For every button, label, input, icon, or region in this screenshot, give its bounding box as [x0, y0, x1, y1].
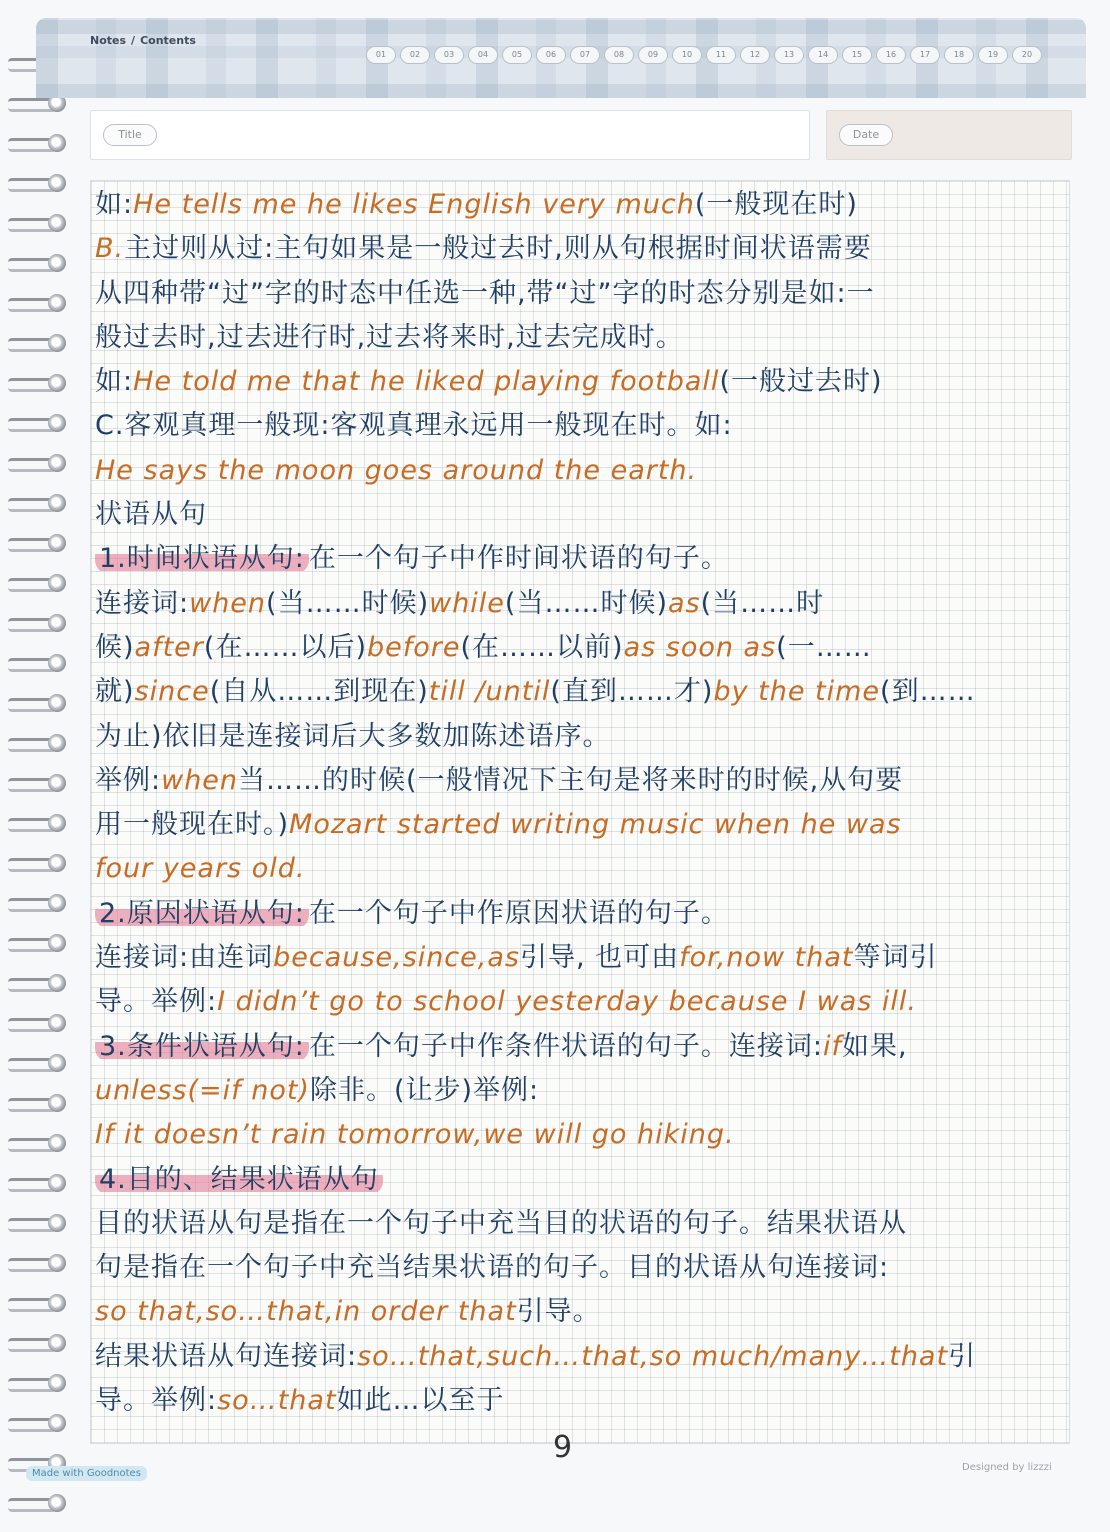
chinese-text: 连接词:由连词	[95, 942, 274, 974]
highlighted-heading: 2.原因状语从句:	[95, 898, 309, 929]
page-tab[interactable]: 04	[468, 46, 498, 64]
english-text: when	[161, 764, 239, 796]
binder-rings	[8, 52, 70, 1532]
binder-ring-icon	[8, 412, 70, 452]
title-field[interactable]	[90, 110, 810, 160]
chinese-text: 句是指在一个句子中充当结果状语的句子。目的状语从句连接词:	[95, 1252, 890, 1284]
binder-ring-icon	[8, 1052, 70, 1092]
page-tab[interactable]: 02	[400, 46, 430, 64]
page-tab[interactable]: 11	[706, 46, 736, 64]
binder-ring-icon	[8, 1372, 70, 1412]
note-line	[95, 670, 1065, 714]
chinese-text: (一般现在时)	[694, 189, 858, 220]
english-text: He says the moon goes around the earth.	[95, 454, 698, 486]
binder-ring-icon	[8, 212, 70, 252]
note-line	[95, 626, 1065, 670]
english-text: so…that	[217, 1385, 337, 1417]
page-tab[interactable]: 05	[502, 46, 532, 64]
chinese-text: 目的状语从句是指在一个句子中充当目的状语的句子。结果状语从	[95, 1207, 907, 1239]
english-text: as soon as	[623, 631, 777, 663]
english-text: He told me that he liked playing football	[133, 366, 720, 398]
note-line	[95, 847, 1065, 891]
binder-ring-icon	[8, 612, 70, 652]
chinese-text: (在……以后)	[203, 631, 367, 663]
binder-ring-icon	[8, 292, 70, 332]
page-tab[interactable]: 17	[910, 46, 940, 64]
chinese-text: 如:	[95, 189, 134, 220]
chinese-text: 为止)依旧是连接词后大多数加陈述语序。	[95, 720, 611, 752]
breadcrumb-contents-link[interactable]: Contents	[140, 34, 196, 47]
chinese-text: 结果状语从句连接词:	[95, 1340, 358, 1372]
chinese-text: 般过去时,过去进行时,过去将来时,过去完成时。	[95, 321, 684, 353]
highlighted-heading: 4.目的、结果状语从句	[95, 1164, 383, 1195]
english-text: because,since,as	[273, 942, 520, 974]
chinese-text: (当……时	[700, 587, 825, 619]
binder-ring-icon	[8, 532, 70, 572]
binder-ring-icon	[8, 252, 70, 292]
english-text: while	[429, 587, 505, 619]
note-line	[95, 892, 1065, 936]
chinese-text: 除非。(让步)举例:	[309, 1074, 540, 1106]
page-tab[interactable]: 12	[740, 46, 770, 64]
chinese-text: 在一个句子中作时间状语的句子。	[308, 543, 729, 575]
date-label: Date	[839, 124, 893, 146]
note-line	[95, 980, 1065, 1024]
breadcrumb	[90, 34, 196, 47]
note-line	[95, 936, 1065, 980]
chinese-text: 候)	[95, 631, 135, 663]
note-line	[95, 272, 1065, 316]
page-tab[interactable]: 18	[944, 46, 974, 64]
note-line	[95, 715, 1065, 759]
note-line	[95, 1290, 1065, 1334]
english-text: before	[366, 631, 461, 663]
chinese-text: C.客观真理一般现:客观真理永远用一般现在时。如:	[95, 410, 733, 442]
english-text: so…that,such…that,so much/many…that	[357, 1340, 949, 1372]
binder-ring-icon	[8, 452, 70, 492]
note-line	[95, 803, 1065, 847]
binder-ring-icon	[8, 1252, 70, 1292]
english-text: till /until	[428, 676, 551, 708]
chinese-text: (当……时候)	[266, 587, 430, 619]
page-tab[interactable]: 20	[1012, 46, 1042, 64]
note-line	[95, 183, 1065, 227]
binder-ring-icon	[8, 92, 70, 132]
binder-ring-icon	[8, 1332, 70, 1372]
chinese-text: 引	[948, 1340, 977, 1372]
chinese-text: 引导。	[516, 1296, 601, 1328]
note-line	[95, 404, 1065, 448]
page-tab[interactable]: 08	[604, 46, 634, 64]
chinese-text: 从四种带“过”字的时态中任选一种,带“过”字的时态分别是如:一	[95, 277, 875, 309]
note-line	[95, 360, 1065, 404]
chinese-text: 导。举例:	[95, 986, 218, 1018]
chinese-text: 状语从句	[95, 499, 207, 531]
note-line	[95, 1379, 1065, 1423]
binder-ring-icon	[8, 132, 70, 172]
chinese-text: 举例:	[95, 764, 162, 796]
binder-ring-icon	[8, 732, 70, 772]
binder-ring-icon	[8, 1492, 70, 1532]
binder-ring-icon	[8, 1092, 70, 1132]
page-tab[interactable]: 03	[434, 46, 464, 64]
binder-ring-icon	[8, 692, 70, 732]
english-text: I didn’t go to school yesterday because I was ill.	[217, 986, 917, 1018]
designer-credit: Designed by lizzzi	[962, 1462, 1052, 1473]
note-line	[95, 449, 1065, 493]
binder-ring-icon	[8, 772, 70, 812]
chinese-text: (在……以前)	[460, 631, 624, 663]
chinese-text: 在一个句子中作条件状语的句子。连接词:	[308, 1030, 823, 1062]
english-text: If it doesn’t rain tomorrow,we will go hiking.	[95, 1119, 735, 1151]
chinese-text: 如此…以至于	[336, 1385, 505, 1417]
binder-ring-icon	[8, 492, 70, 532]
note-line	[95, 1246, 1065, 1290]
note-line	[95, 316, 1065, 360]
page-tab[interactable]: 14	[808, 46, 838, 64]
note-line	[95, 1069, 1065, 1113]
chinese-text: (直到……才)	[550, 676, 714, 708]
binder-ring-icon	[8, 172, 70, 212]
english-text: since	[134, 676, 210, 708]
chinese-text: 导。举例:	[95, 1385, 218, 1417]
binder-ring-icon	[8, 1412, 70, 1452]
note-line	[95, 1113, 1065, 1157]
english-text: for,now that	[679, 942, 854, 974]
english-text: Mozart started writing music when he was	[289, 809, 902, 841]
note-line	[95, 537, 1065, 581]
binder-ring-icon	[8, 1212, 70, 1252]
binder-ring-icon	[8, 1012, 70, 1052]
handwritten-notes	[95, 183, 1065, 1423]
page-tab[interactable]: 10	[672, 46, 702, 64]
note-line	[95, 1335, 1065, 1379]
chinese-text: (自从……到现在)	[209, 676, 429, 708]
page-tab[interactable]: 19	[978, 46, 1008, 64]
highlighted-heading: 3.条件状语从句:	[95, 1031, 309, 1062]
english-text: by the time	[713, 676, 881, 708]
note-line	[95, 1025, 1065, 1069]
chinese-text: 连接词:	[95, 587, 190, 619]
binder-ring-icon	[8, 1172, 70, 1212]
highlighted-heading: 1.时间状语从句:	[95, 543, 309, 574]
date-field[interactable]	[826, 110, 1072, 160]
binder-ring-icon	[8, 852, 70, 892]
english-text: so that,so…that,in order that	[95, 1296, 517, 1328]
note-line	[95, 1158, 1065, 1202]
page-tab[interactable]: 09	[638, 46, 668, 64]
page-tab[interactable]: 07	[570, 46, 600, 64]
chinese-text: 等词引	[853, 942, 938, 974]
page-tab[interactable]: 16	[876, 46, 906, 64]
page-tab[interactable]: 01	[366, 46, 396, 64]
title-label: Title	[103, 124, 157, 146]
note-line	[95, 582, 1065, 626]
page-tab[interactable]: 15	[842, 46, 872, 64]
binder-ring-icon	[8, 932, 70, 972]
binder-ring-icon	[8, 1132, 70, 1172]
binder-ring-icon	[8, 372, 70, 412]
chinese-text: 如果,	[841, 1030, 908, 1062]
section-tabs	[366, 46, 1042, 64]
english-text: B.	[95, 233, 125, 265]
chinese-text: 主过则从过:主句如果是一般过去时,则从句根据时间状语需要	[124, 233, 872, 265]
binder-ring-icon	[8, 972, 70, 1012]
chinese-text: 在一个句子中作原因状语的句子。	[308, 897, 729, 929]
english-text: unless(=if not)	[95, 1074, 310, 1106]
notes-page[interactable]	[90, 180, 1070, 1444]
chinese-text: 当……的时候(一般情况下主句是将来时的时候,从句要	[238, 764, 904, 796]
made-with-goodnotes-badge: Made with Goodnotes	[26, 1466, 147, 1481]
binder-ring-icon	[8, 572, 70, 612]
chinese-text: 就)	[95, 676, 135, 708]
english-text: He tells me he likes English very much	[133, 189, 695, 220]
breadcrumb-separator: /	[131, 34, 136, 47]
note-line	[95, 493, 1065, 537]
binder-ring-icon	[8, 1292, 70, 1332]
chinese-text: 用一般现在时。)	[95, 809, 290, 841]
chinese-text: 引导, 也可由	[519, 942, 680, 974]
binder-ring-icon	[8, 652, 70, 692]
english-text: after	[134, 631, 204, 663]
breadcrumb-notes-link[interactable]: Notes	[90, 34, 127, 47]
english-text: when	[189, 587, 267, 619]
chinese-text: (当……时候)	[504, 587, 668, 619]
chinese-text: 如:	[95, 366, 134, 398]
page-tab[interactable]: 06	[536, 46, 566, 64]
page-tab[interactable]: 13	[774, 46, 804, 64]
english-text: as	[668, 587, 701, 619]
chinese-text: (一般过去时)	[719, 366, 883, 398]
english-text: four years old.	[95, 853, 306, 885]
chinese-text: (一……	[776, 631, 872, 663]
binder-ring-icon	[8, 332, 70, 372]
note-line	[95, 759, 1065, 803]
binder-ring-icon	[8, 812, 70, 852]
page-number: 9	[553, 1430, 573, 1465]
note-line	[95, 227, 1065, 271]
binder-ring-icon	[8, 892, 70, 932]
note-line	[95, 1202, 1065, 1246]
english-text: if	[822, 1030, 842, 1062]
chinese-text: (到……	[880, 676, 976, 708]
